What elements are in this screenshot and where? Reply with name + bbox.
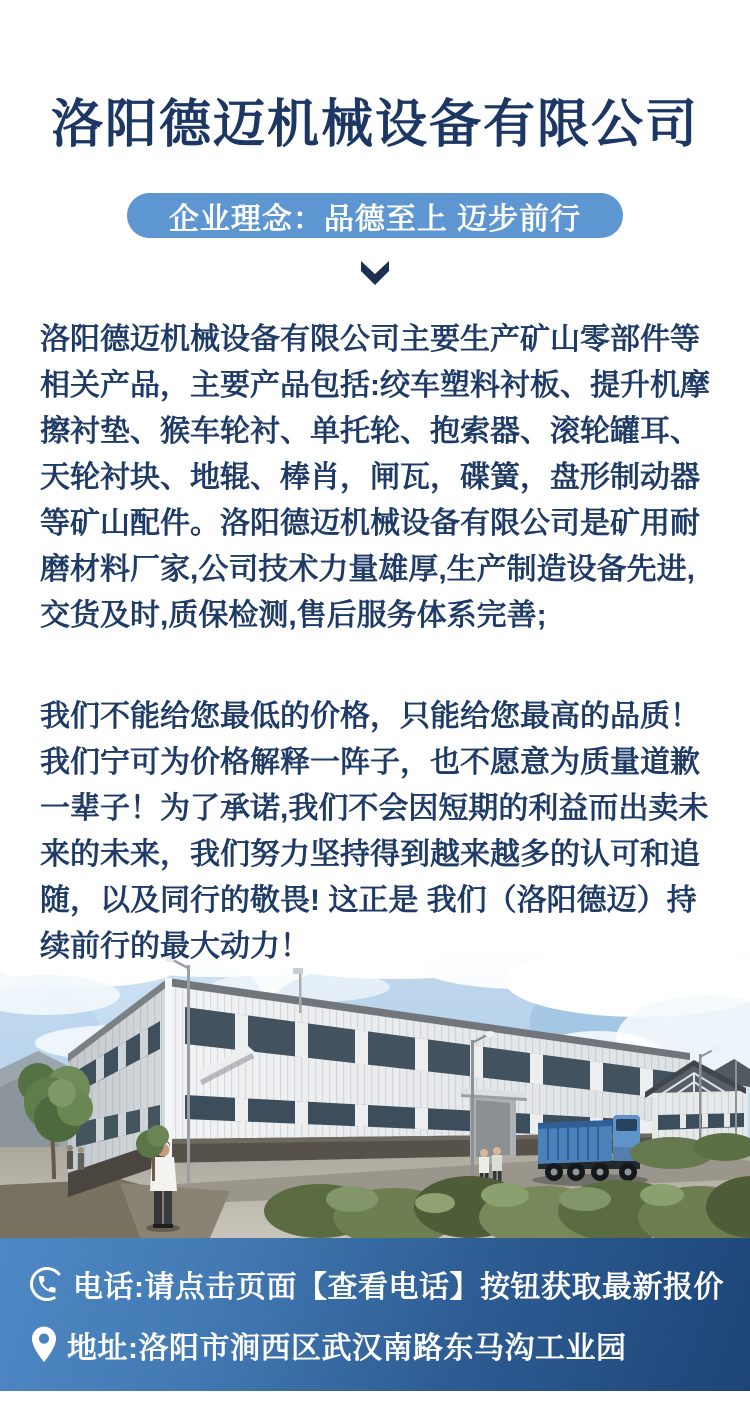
slogan-pill [127, 193, 623, 238]
chevron-down-icon [0, 261, 750, 286]
phone-row[interactable] [27, 1262, 750, 1306]
phone-text: 电话:请点击页面【查看电话】按钮获取最新报价 [73, 1271, 724, 1304]
company-title: 洛阳德迈机械设备有限公司 [50, 96, 699, 154]
contact-footer [0, 1238, 750, 1391]
factory-photo [0, 947, 750, 1238]
address-row[interactable] [27, 1323, 750, 1367]
factory-scene-svg [0, 947, 750, 1238]
location-pin-icon [27, 1325, 61, 1365]
intro-paragraph-1: 洛阳德迈机械设备有限公司主要生产矿山零部件等相关产品，主要产品包括:绞车塑料衬板、提升机摩擦衬垫、猴车轮衬、单托轮、抱索器、滚轮罐耳、天轮衬块、地辊、棒肖，闸瓦，碟簧，盘形制动器等矿山配件。洛阳德迈机械设备有限公司是矿用耐磨材料厂家,公司技术力量雄厚,生产制造设备先进,交货及时,质保检测,售后服务体系完善; [40, 323, 710, 632]
slogan-text: 企业理念：品德至上 迈步前行 [168, 202, 582, 236]
phone-icon [27, 1264, 67, 1304]
address-text: 地址:洛阳市涧西区武汉南路东马沟工业园 [67, 1332, 627, 1365]
intro-paragraph-2: 我们不能给您最低的价格，只能给您最高的品质！我们宁可为价格解释一阵子，也不愿意为质量道歉一辈子！为了承诺,我们不会因短期的利益而出卖未来的未来，我们努力坚持得到越来越多的认可和追随，以及同行的敬畏! 这正是 我们（洛阳德迈）持续前行的最大动力！ [40, 700, 709, 963]
